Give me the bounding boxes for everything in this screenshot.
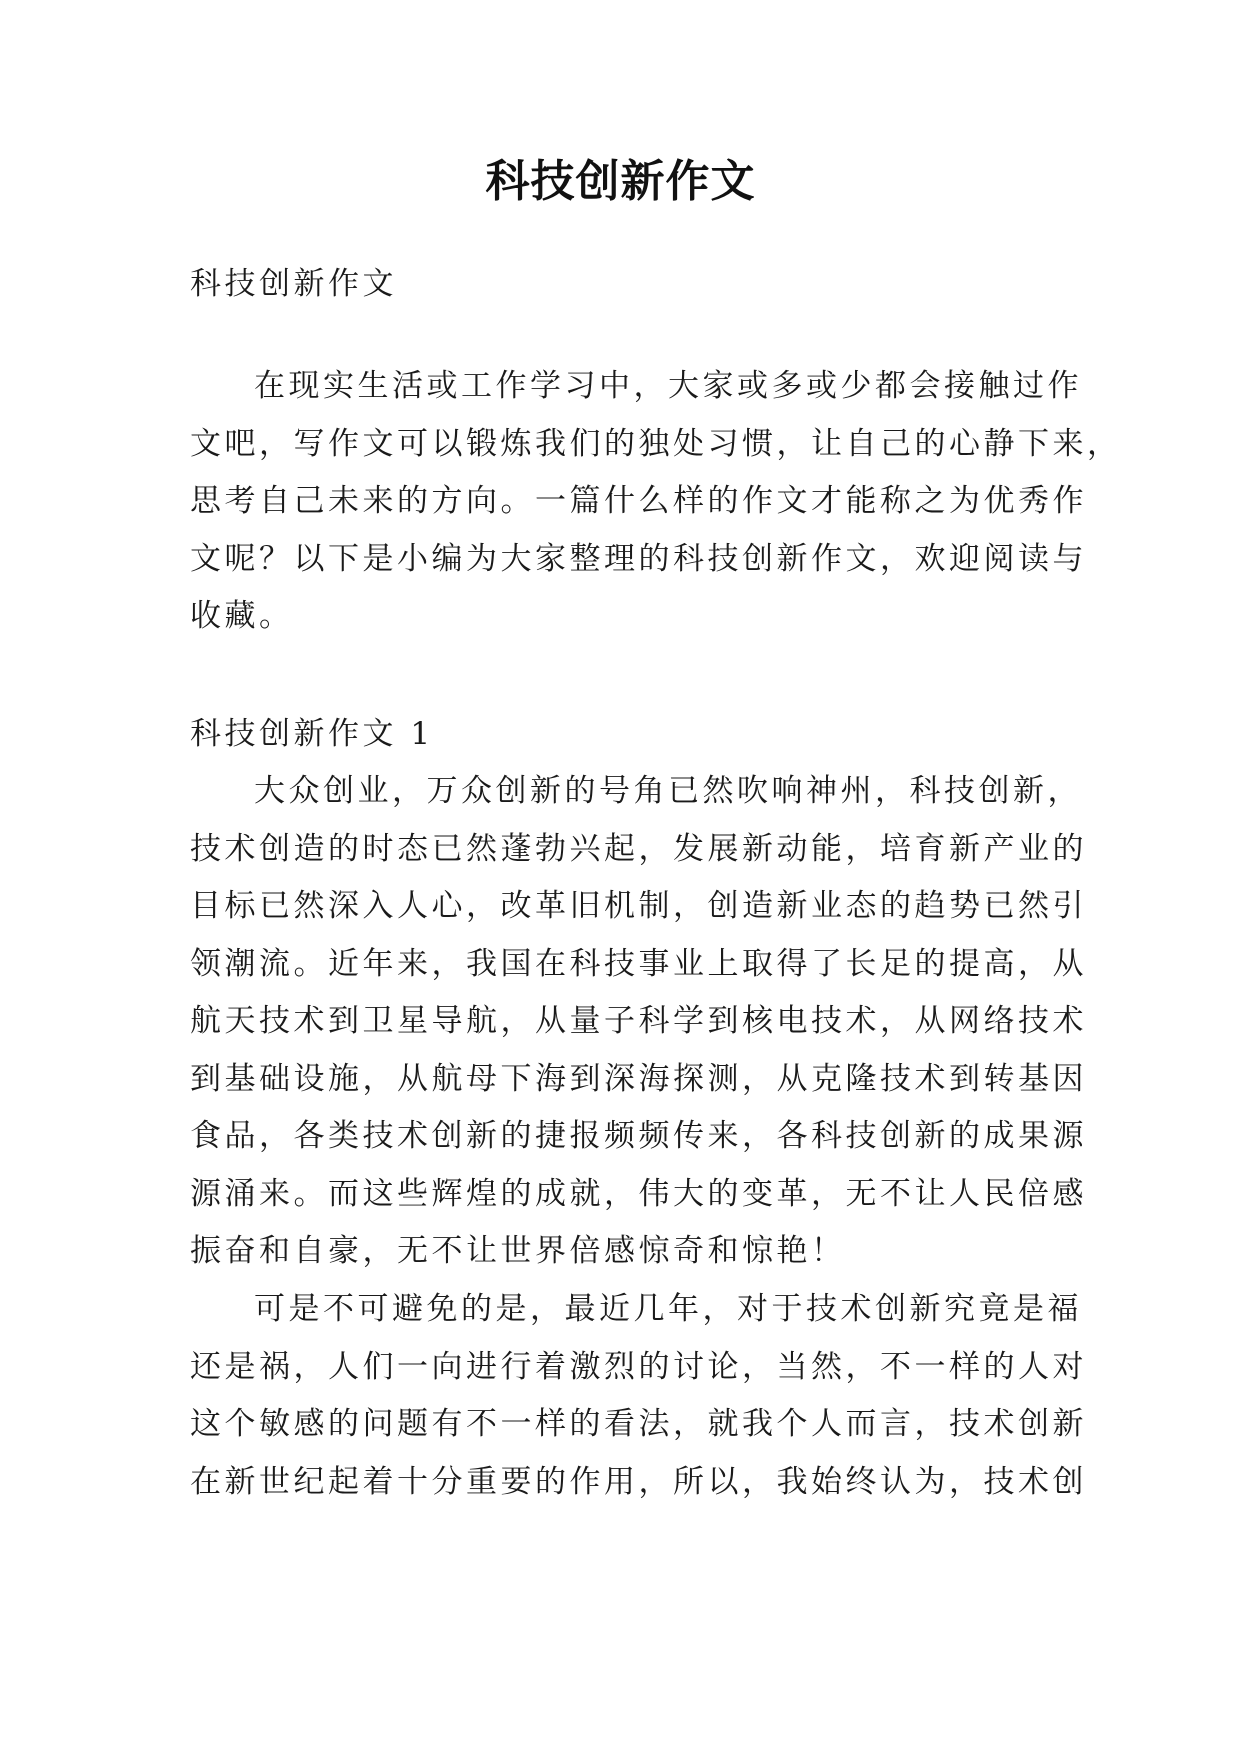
section-heading: 科技创新作文 1 (190, 716, 434, 752)
document-subtitle: 科技创新作文 (190, 266, 397, 302)
paragraph-line: 可是不可避免的是，最近几年，对于技术创新究竟是福 (254, 1291, 1082, 1327)
paragraph-line: 振奋和自豪，无不让世界倍感惊奇和惊艳！ (190, 1233, 846, 1269)
document-title: 科技创新作文 (485, 156, 756, 207)
intro-line: 在现实生活或工作学习中，大家或多或少都会接触过作 (254, 368, 1082, 404)
body-paragraph-2 (190, 1281, 1087, 1511)
paragraph-line: 领潮流。近年来，我国在科技事业上取得了长足的提高，从 (190, 945, 1087, 982)
paragraph-line: 食品，各类技术创新的捷报频频传来，各科技创新的成果源 (190, 1118, 1087, 1154)
body-paragraph-1 (190, 763, 1087, 1281)
paragraph-line: 技术创造的时态已然蓬勃兴起，发展新动能，培育新产业的 (190, 830, 1087, 867)
intro-paragraph (190, 358, 1122, 646)
paragraph-line: 航天技术到卫星导航，从量子科学到核电技术，从网络技术 (190, 1003, 1087, 1039)
intro-line: 文吧，写作文可以锻炼我们的独处习惯，让自己的心静下来， (190, 425, 1122, 462)
intro-line: 文呢？以下是小编为大家整理的科技创新作文，欢迎阅读与 (190, 540, 1087, 577)
intro-line: 收藏。 (190, 598, 294, 634)
paragraph-line: 源涌来。而这些辉煌的成就，伟大的变革，无不让人民倍感 (190, 1175, 1087, 1212)
paragraph-line: 在新世纪起着十分重要的作用，所以，我始终认为，技术创 (190, 1463, 1087, 1500)
paragraph-line: 到基础设施，从航母下海到深海探测，从克隆技术到转基因 (190, 1060, 1087, 1097)
paragraph-line: 这个敏感的问题有不一样的看法，就我个人而言，技术创新 (190, 1406, 1087, 1442)
intro-line: 思考自己未来的方向。一篇什么样的作文才能称之为优秀作 (190, 483, 1087, 519)
paragraph-line: 大众创业，万众创新的号角已然吹响神州，科技创新， (254, 773, 1082, 809)
paragraph-line: 目标已然深入人心，改革旧机制，创造新业态的趋势已然引 (190, 888, 1087, 924)
paragraph-line: 还是祸，人们一向进行着激烈的讨论，当然，不一样的人对 (190, 1348, 1087, 1385)
